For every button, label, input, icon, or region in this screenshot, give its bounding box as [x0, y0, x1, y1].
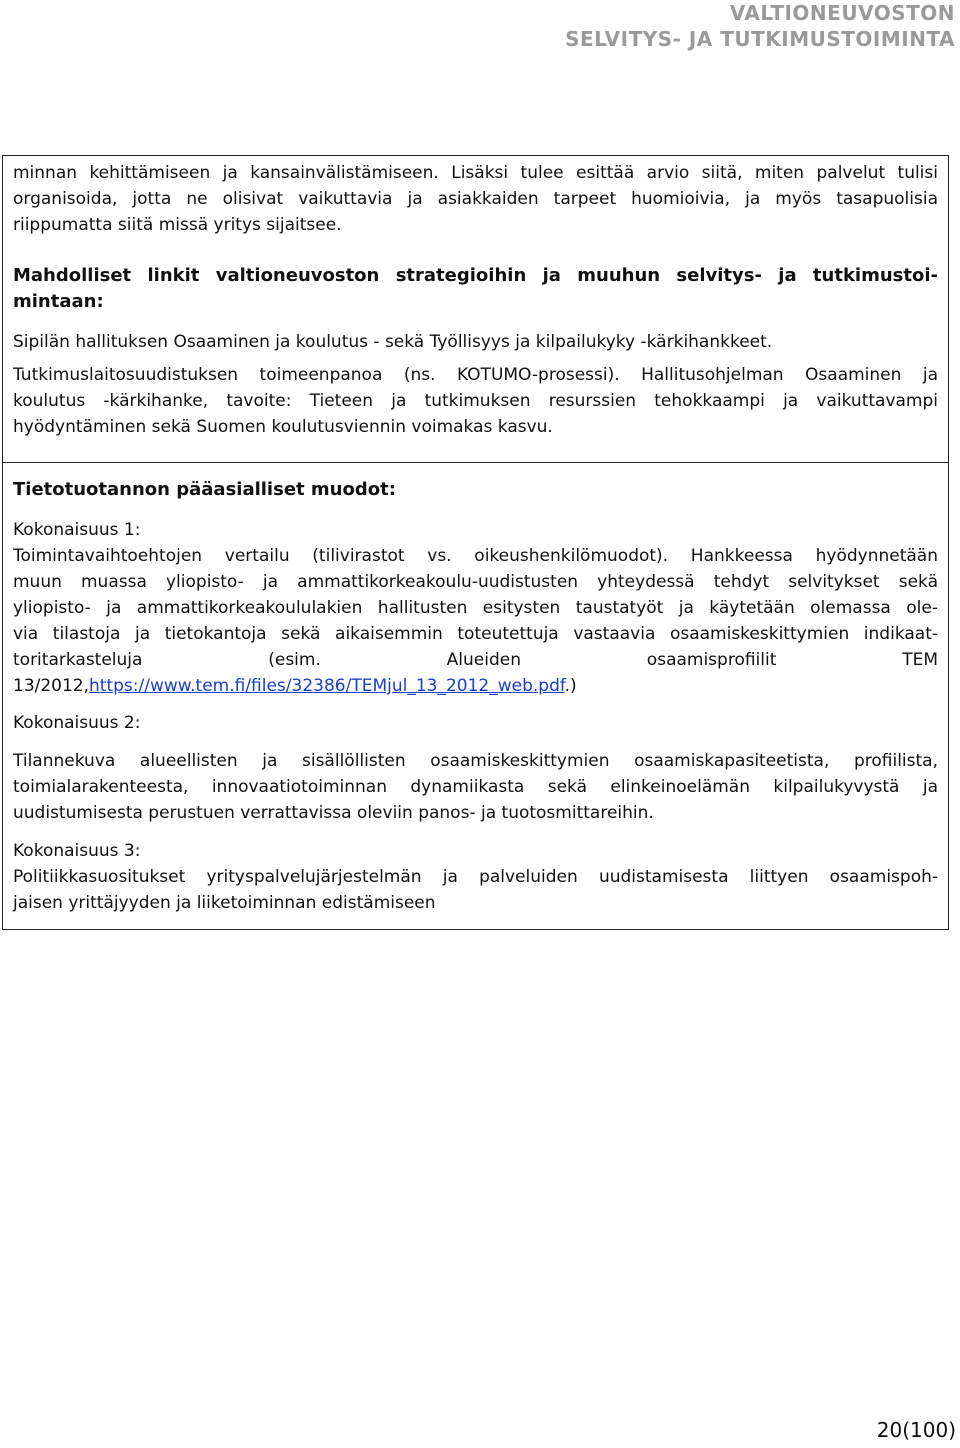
kokonaisuus-2-text: Tilannekuva alueellisten ja sisällöllisten osaamiskeskittymien osaamiskapasiteetista, profiilista, [13, 751, 938, 771]
kokonaisuus-2-text: toimialarakenteesta, innovaatiotoiminnan dynamiikasta sekä elinkeinoelämän kilpailukyvystä ja [13, 777, 938, 797]
kokonaisuus-3-label: Kokonaisuus 3: [13, 841, 141, 861]
section-knowledge-production [3, 463, 948, 929]
document-header [565, 0, 955, 52]
policy-paragraph: Sipilän hallituksen Osaaminen ja koulutus - sekä Työllisyys ja kilpailukyky -kärkihankkeet. [13, 332, 773, 352]
kokonaisuus-2-text: uudistumisesta perustuen verrattavissa oleviin panos- ja tuotosmittareihin. [13, 803, 654, 823]
closing-paren: .) [564, 676, 577, 696]
tem-report-link[interactable]: https://www.tem.fi/files/32386/TEMjul_13_2012_web.pdf [89, 676, 565, 696]
intro-text-line: minnan kehittämiseen ja kansainvälistämiseen. Lisäksi tulee esittää arvio siitä, miten palvelut tulisi [13, 163, 938, 183]
kokonaisuus-1-label: Kokonaisuus 1: [13, 520, 141, 540]
intro-text-line: organisoida, jotta ne olisivat vaikuttavia ja asiakkaiden tarpeet huomioivia, ja myös tasapuolisia [13, 189, 938, 209]
kokonaisuus-1-text: yliopisto- ja ammattikorkeakoululakien hallitusten esitysten taustatyöt ja käytetään olemassa ole- [13, 598, 938, 618]
org-name-line2: SELVITYS- JA TUTKIMUSTOIMINTA [565, 27, 955, 51]
knowledge-heading: Tietotuotannon pääasialliset muodot: [13, 479, 396, 500]
report-ref: 13/2012, [13, 676, 90, 696]
kokonaisuus-3-text: Politiikkasuositukset yrityspalvelujärjestelmän ja palveluiden uudistamisesta liittyen osaamispoh- [13, 867, 938, 887]
policy-paragraph-line: hyödyntäminen sekä Suomen koulutusviennin voimakas kasvu. [13, 417, 553, 437]
kokonaisuus-1-text: muun muassa yliopisto- ja ammattikorkeakoulu-uudistusten yhteydessä tehdyt selvitykset sekä [13, 572, 938, 592]
policy-paragraph-line: koulutus -kärkihanke, tavoite: Tieteen ja tutkimuksen resurssien tehokkaampi ja vaikuttavampi [13, 391, 938, 411]
policy-links-heading-cont: mintaan: [13, 291, 104, 312]
kokonaisuus-1-text: via tilastoja ja tietokantoja sekä aikaisemmin toteutettuja vastaavia osaamiskeskittymien indikaat- [13, 624, 938, 644]
kokonaisuus-3-text: jaisen yrittäjyyden ja liiketoiminnan edistämiseen [13, 893, 436, 913]
policy-paragraph-line: Tutkimuslaitosuudistuksen toimeenpanoa (ns. KOTUMO-prosessi). Hallitusohjelman Osaaminen ja [13, 365, 938, 385]
kokonaisuus-2-label: Kokonaisuus 2: [13, 713, 141, 733]
page-number: 20(100) [876, 1418, 956, 1442]
content-table [2, 155, 949, 930]
policy-links-heading: Mahdolliset linkit valtioneuvoston strategioihin ja muuhun selvitys- ja tutkimustoi- [13, 265, 938, 286]
section-policy-links [3, 156, 948, 463]
kokonaisuus-1-text-last [13, 673, 938, 699]
kokonaisuus-1-text: toritarkasteluja (esim. Alueiden osaamisprofiilit TEM [13, 650, 938, 670]
intro-text-line: riippumatta siitä missä yritys sijaitsee. [13, 215, 342, 235]
kokonaisuus-1-text: Toimintavaihtoehtojen vertailu (tilivirastot vs. oikeushenkilömuodot). Hankkeessa hyödynnetään [13, 546, 938, 566]
org-name-line1: VALTIONEUVOSTON [729, 1, 955, 25]
